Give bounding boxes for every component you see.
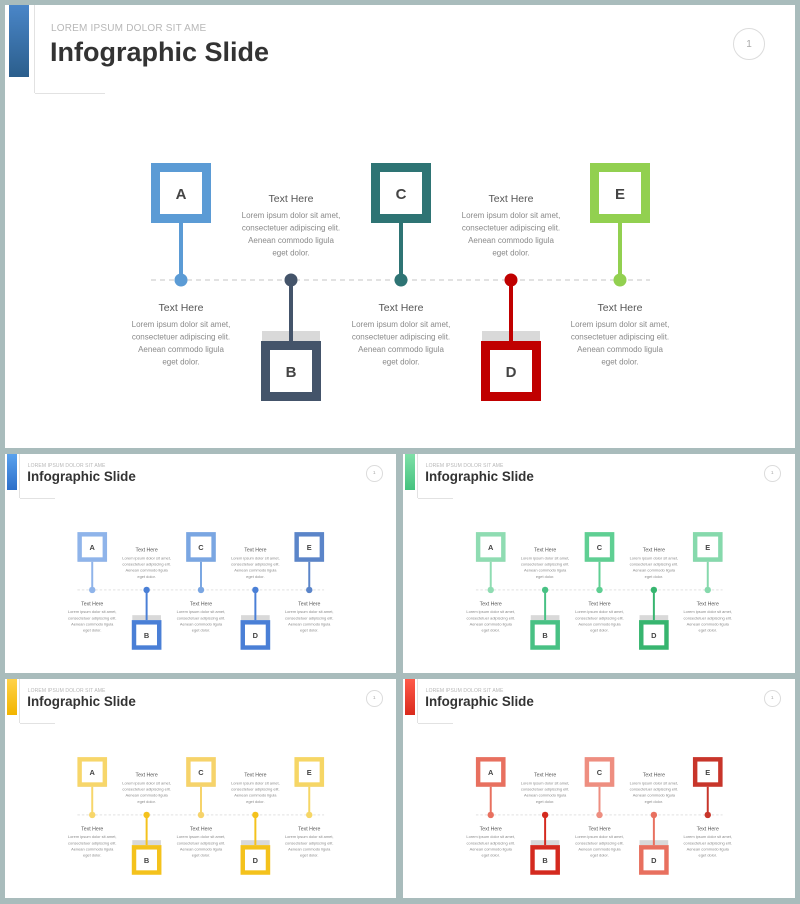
page-number-badge: 1 [366, 465, 383, 482]
item-body-line: eget dolor. [83, 627, 102, 633]
item-body-line: Aenean commodo ligula [632, 567, 675, 573]
item-heading: Text Here [479, 601, 502, 608]
slide-title: Infographic Slide [50, 37, 270, 67]
timeline-marker-dot [306, 587, 312, 593]
timeline-graphic [403, 679, 795, 898]
item-body-line: Aenean commodo ligula [469, 846, 512, 852]
letter-label: C [596, 767, 603, 777]
item-heading: Text Here [696, 601, 719, 608]
item-heading: Text Here [534, 772, 557, 779]
slide-blue[interactable] [5, 454, 396, 673]
item-body-line: consectetuer adipiscing elit. [629, 561, 679, 567]
timeline-item-b[interactable] [242, 193, 341, 397]
timeline-marker-dot [306, 812, 312, 818]
item-heading: Text Here [268, 193, 314, 205]
item-body-line: Lorem ipsum dolor sit amet, [67, 834, 117, 840]
timeline-marker-dot [542, 587, 548, 593]
item-body-line: Lorem ipsum dolor sit amet, [461, 211, 561, 220]
letter-label: C [198, 542, 204, 552]
timeline-item-d[interactable] [462, 193, 561, 397]
letter-label: B [542, 630, 548, 640]
timeline-item-e[interactable] [285, 759, 334, 857]
item-heading: Text Here [378, 302, 424, 314]
item-body-line: eget dolor. [644, 798, 664, 804]
timeline-marker-dot [651, 812, 657, 818]
item-body-line: Lorem ipsum dolor sit amet, [629, 555, 679, 561]
timeline-item-e[interactable] [285, 534, 334, 632]
item-heading: Text Here [696, 826, 719, 833]
item-body-line: Lorem ipsum dolor sit amet, [67, 609, 117, 615]
item-body-line: consectetuer adipiscing elit. [176, 615, 226, 621]
item-body-line: eget dolor. [492, 248, 530, 258]
letter-label: B [542, 855, 548, 865]
item-body-line: consectetuer adipiscing elit. [122, 561, 171, 567]
item-body-line: Lorem ipsum dolor sit amet, [466, 834, 516, 840]
timeline-marker-dot [488, 587, 494, 593]
item-body-line: Aenean commodo ligula [523, 567, 567, 573]
letter-label: D [252, 855, 259, 865]
timeline-marker-dot [175, 274, 188, 287]
timeline-infographic [403, 679, 795, 898]
item-body-line: Lorem ipsum dolor sit amet, [241, 211, 341, 220]
timeline-item-c[interactable] [575, 534, 624, 632]
timeline-item-a[interactable] [466, 534, 515, 632]
slide-subtitle: LOREM IPSUM DOLOR SIT AME [27, 462, 106, 469]
item-body-line: eget dolor. [137, 573, 156, 579]
timeline-marker-dot [89, 587, 95, 593]
item-body-line: eget dolor. [83, 852, 102, 858]
item-body-line: Aenean commodo ligula [358, 345, 444, 354]
slide-yellow[interactable] [5, 679, 396, 898]
timeline-marker-dot [252, 587, 258, 593]
timeline-infographic [403, 454, 795, 673]
letter-label: A [89, 542, 95, 552]
slide-title: Infographic Slide [27, 469, 136, 485]
item-body-line: consectetuer adipiscing elit. [176, 840, 226, 846]
item-heading: Text Here [479, 826, 502, 833]
item-body-line: consectetuer adipiscing elit. [570, 332, 670, 342]
page-number-badge: 1 [764, 690, 781, 707]
item-body-line: consectetuer adipiscing elit. [683, 615, 732, 621]
timeline-item-b[interactable] [521, 772, 570, 872]
item-body-line: eget dolor. [481, 627, 500, 633]
item-body-line: eget dolor. [535, 798, 555, 804]
item-body-line: Lorem ipsum dolor sit amet, [683, 609, 733, 615]
item-body-line: Aenean commodo ligula [125, 567, 168, 573]
item-body-line: Lorem ipsum dolor sit amet, [351, 320, 451, 329]
timeline-graphic [5, 5, 795, 448]
letter-label: C [596, 542, 603, 552]
letter-label: E [306, 542, 312, 552]
timeline-item-a[interactable] [68, 534, 117, 632]
timeline-marker-dot [285, 274, 298, 287]
item-body-line: consectetuer adipiscing elit. [285, 840, 334, 846]
timeline-item-c[interactable] [352, 168, 451, 367]
item-body-line: eget dolor. [481, 852, 500, 858]
timeline-marker-dot [614, 274, 627, 287]
timeline-marker-dot [488, 812, 494, 818]
letter-label: A [175, 186, 187, 203]
item-body-line: eget dolor. [601, 357, 639, 367]
slide-title: Infographic Slide [425, 469, 534, 485]
item-body-line: Lorem ipsum dolor sit amet, [629, 780, 679, 786]
timeline-marker-dot [143, 587, 149, 593]
letter-label: B [143, 855, 150, 865]
timeline-marker-dot [596, 812, 602, 818]
item-body-line: Lorem ipsum dolor sit amet, [231, 555, 280, 561]
item-heading: Text Here [135, 772, 158, 779]
item-body-line: eget dolor. [698, 852, 717, 858]
item-body-line: Lorem ipsum dolor sit amet, [122, 555, 171, 561]
timeline-marker-dot [89, 812, 95, 818]
item-body-line: consectetuer adipiscing elit. [68, 840, 117, 846]
item-body-line: Aenean commodo ligula [523, 792, 567, 798]
slide-subtitle: LOREM IPSUM DOLOR SIT AME [425, 687, 504, 694]
item-heading: Text Here [81, 826, 104, 833]
item-body-line: eget dolor. [246, 798, 265, 804]
timeline-item-e[interactable] [683, 759, 732, 857]
item-body-line: Aenean commodo ligula [138, 345, 224, 354]
letter-label: D [651, 855, 657, 865]
letter-label: E [306, 767, 312, 777]
item-heading: Text Here [244, 772, 267, 779]
letter-label: D [651, 630, 657, 640]
timeline-item-c[interactable] [177, 534, 226, 632]
item-body-line: Lorem ipsum dolor sit amet, [520, 555, 570, 561]
item-body-line: Aenean commodo ligula [288, 846, 331, 852]
timeline-infographic [5, 454, 396, 673]
timeline-marker-dot [596, 587, 602, 593]
slide-multicolor[interactable] [5, 5, 795, 448]
item-heading: Text Here [488, 193, 534, 205]
timeline-marker-dot [143, 812, 149, 818]
letter-label: E [614, 186, 626, 203]
timeline-item-e[interactable] [683, 534, 732, 632]
slide-subtitle: LOREM IPSUM DOLOR SIT AME [51, 23, 207, 34]
item-body-line: consectetuer adipiscing elit. [466, 615, 515, 621]
item-body-line: Lorem ipsum dolor sit amet, [683, 834, 733, 840]
slide-subtitle: LOREM IPSUM DOLOR SIT AME [425, 462, 504, 469]
item-body-line: consectetuer adipiscing elit. [285, 615, 334, 621]
item-body-line: consectetuer adipiscing elit. [575, 615, 624, 621]
timeline-infographic [5, 679, 396, 898]
item-body-line: Lorem ipsum dolor sit amet, [520, 780, 570, 786]
timeline-item-d[interactable] [630, 772, 679, 872]
item-body-line: consectetuer adipiscing elit. [683, 840, 732, 846]
item-body-line: consectetuer adipiscing elit. [461, 223, 561, 233]
item-body-line: eget dolor. [191, 852, 211, 858]
item-body-line: Aenean commodo ligula [469, 621, 512, 627]
item-body-line: eget dolor. [272, 248, 310, 258]
item-heading: Text Here [298, 601, 321, 608]
item-body-line: consectetuer adipiscing elit. [231, 786, 280, 792]
item-heading: Text Here [588, 601, 611, 608]
item-body-line: consectetuer adipiscing elit. [122, 786, 171, 792]
timeline-marker-dot [198, 812, 204, 818]
timeline-item-a[interactable] [132, 168, 231, 367]
item-body-line: Aenean commodo ligula [125, 792, 168, 798]
timeline-marker-dot [198, 587, 204, 593]
item-heading: Text Here [189, 826, 213, 833]
item-body-line: Lorem ipsum dolor sit amet, [575, 834, 624, 840]
letter-label: E [705, 767, 711, 777]
item-body-line: eget dolor. [162, 357, 200, 367]
timeline-item-b[interactable] [122, 772, 171, 872]
item-body-line: consectetuer adipiscing elit. [629, 786, 679, 792]
item-heading: Text Here [642, 547, 665, 554]
item-body-line: Aenean commodo ligula [179, 621, 223, 627]
item-heading: Text Here [588, 826, 611, 833]
item-body-line: consectetuer adipiscing elit. [241, 223, 341, 233]
item-heading: Text Here [298, 826, 321, 833]
timeline-marker-dot [505, 274, 518, 287]
letter-label: D [505, 364, 517, 381]
item-body-line: eget dolor. [382, 357, 420, 367]
page-number-badge: 1 [366, 690, 383, 707]
timeline-item-e[interactable] [571, 168, 670, 367]
item-body-line: Aenean commodo ligula [234, 567, 277, 573]
item-body-line: Aenean commodo ligula [686, 621, 729, 627]
page-number-badge: 1 [764, 465, 781, 482]
item-body-line: consectetuer adipiscing elit. [231, 561, 280, 567]
item-body-line: eget dolor. [246, 573, 265, 579]
timeline-infographic [5, 5, 795, 448]
page-number-badge: 1 [733, 28, 765, 60]
timeline-marker-dot [651, 587, 657, 593]
timeline-marker-dot [705, 587, 711, 593]
item-heading: Text Here [244, 547, 267, 554]
letter-label: A [488, 542, 494, 552]
item-heading: Text Here [642, 772, 665, 779]
item-body-line: Aenean commodo ligula [578, 621, 621, 627]
item-body-line: eget dolor. [137, 798, 156, 804]
slide-red[interactable] [403, 679, 795, 898]
item-heading: Text Here [135, 547, 158, 554]
letter-label: C [395, 186, 407, 203]
item-body-line: Aenean commodo ligula [578, 846, 621, 852]
item-body-line: eget dolor. [644, 573, 664, 579]
item-heading: Text Here [597, 302, 643, 314]
letter-label: B [285, 364, 297, 381]
item-body-line: Lorem ipsum dolor sit amet, [466, 609, 516, 615]
slide-title: Infographic Slide [27, 694, 136, 710]
item-body-line: Aenean commodo ligula [234, 792, 277, 798]
item-body-line: Lorem ipsum dolor sit amet, [131, 320, 231, 329]
item-body-line: consectetuer adipiscing elit. [68, 615, 117, 621]
item-body-line: Aenean commodo ligula [632, 792, 675, 798]
item-body-line: Lorem ipsum dolor sit amet, [284, 609, 334, 615]
letter-label: D [252, 630, 259, 640]
item-body-line: Lorem ipsum dolor sit amet, [176, 609, 226, 615]
item-body-line: Lorem ipsum dolor sit amet, [575, 609, 624, 615]
item-body-line: Lorem ipsum dolor sit amet, [570, 320, 670, 329]
slide-subtitle: LOREM IPSUM DOLOR SIT AME [27, 687, 106, 694]
timeline-marker-dot [395, 274, 408, 287]
item-body-line: Aenean commodo ligula [71, 846, 114, 852]
timeline-item-d[interactable] [630, 547, 679, 647]
item-body-line: Lorem ipsum dolor sit amet, [231, 780, 280, 786]
item-body-line: eget dolor. [300, 852, 319, 858]
letter-label: A [488, 767, 494, 777]
item-body-line: consectetuer adipiscing elit. [131, 332, 231, 342]
timeline-item-b[interactable] [521, 547, 570, 647]
timeline-item-b[interactable] [122, 547, 171, 647]
timeline-item-c[interactable] [575, 759, 624, 857]
item-body-line: eget dolor. [590, 627, 609, 633]
timeline-marker-dot [252, 812, 258, 818]
item-body-line: Lorem ipsum dolor sit amet, [176, 834, 226, 840]
item-body-line: consectetuer adipiscing elit. [466, 840, 515, 846]
item-heading: Text Here [534, 547, 557, 554]
timeline-item-d[interactable] [231, 547, 280, 647]
slide-title: Infographic Slide [425, 694, 534, 710]
timeline-graphic [403, 454, 795, 673]
item-body-line: Aenean commodo ligula [686, 846, 729, 852]
timeline-graphic [5, 454, 396, 673]
item-body-line: Aenean commodo ligula [71, 621, 114, 627]
item-body-line: eget dolor. [191, 627, 211, 633]
item-body-line: consectetuer adipiscing elit. [520, 786, 570, 792]
item-body-line: eget dolor. [698, 627, 717, 633]
timeline-item-a[interactable] [68, 759, 117, 857]
item-body-line: eget dolor. [535, 573, 555, 579]
letter-label: B [143, 630, 150, 640]
item-body-line: consectetuer adipiscing elit. [351, 332, 451, 342]
item-heading: Text Here [81, 601, 104, 608]
slide-green[interactable] [403, 454, 795, 673]
letter-label: A [89, 767, 95, 777]
item-body-line: Lorem ipsum dolor sit amet, [284, 834, 334, 840]
timeline-item-c[interactable] [177, 759, 226, 857]
timeline-item-d[interactable] [231, 772, 280, 872]
item-body-line: consectetuer adipiscing elit. [575, 840, 624, 846]
item-body-line: consectetuer adipiscing elit. [520, 561, 570, 567]
letter-label: C [198, 767, 204, 777]
timeline-marker-dot [542, 812, 548, 818]
letter-label: E [705, 542, 711, 552]
item-body-line: Aenean commodo ligula [577, 345, 663, 354]
timeline-item-a[interactable] [466, 759, 515, 857]
item-body-line: Aenean commodo ligula [288, 621, 331, 627]
item-body-line: Aenean commodo ligula [179, 846, 223, 852]
item-body-line: eget dolor. [300, 627, 319, 633]
item-heading: Text Here [158, 302, 204, 314]
item-body-line: Aenean commodo ligula [468, 236, 554, 245]
item-body-line: Aenean commodo ligula [248, 236, 334, 245]
timeline-marker-dot [705, 812, 711, 818]
timeline-graphic [5, 679, 396, 898]
item-body-line: eget dolor. [590, 852, 609, 858]
item-body-line: Lorem ipsum dolor sit amet, [122, 780, 171, 786]
item-heading: Text Here [189, 601, 213, 608]
